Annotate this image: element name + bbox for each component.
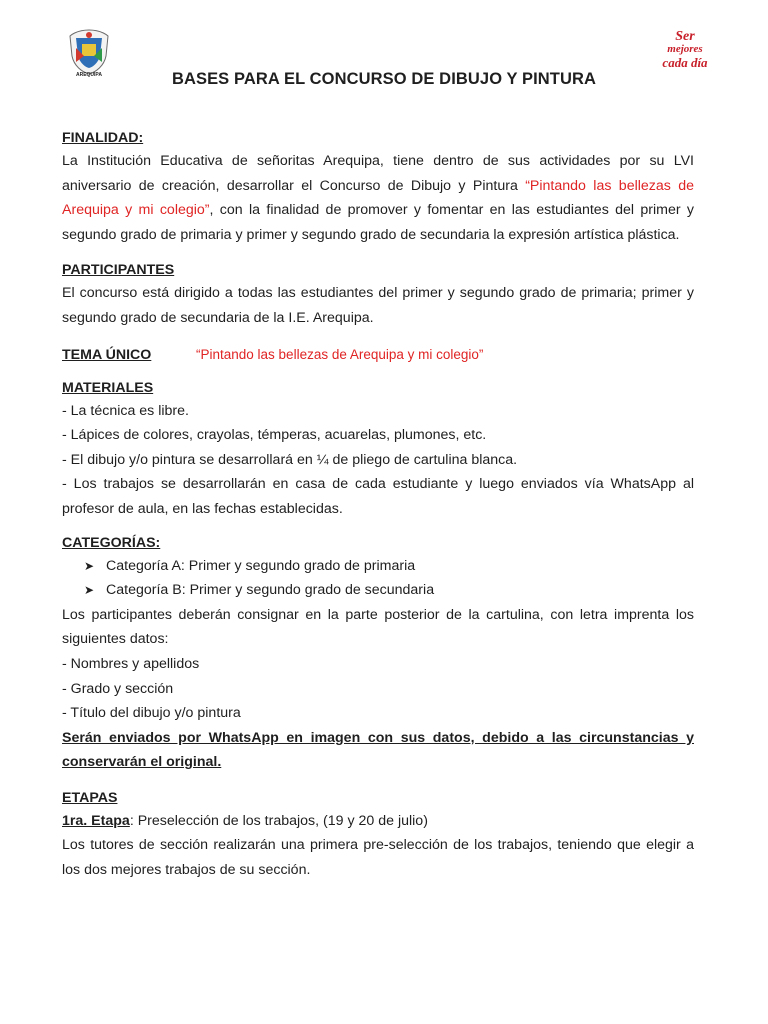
finalidad-text-1: La Institución Educativa de señoritas Arequipa, tiene dentro de sus actividades por su LVI aniversario de creación, desarrollar el Concurso de Dibujo y Pintura — [62, 153, 694, 194]
tema-heading: TEMA ÚNICO — [62, 346, 152, 363]
whatsapp-note: Serán enviados por WhatsApp en imagen con sus datos, debido a las circunstancias y conservarán el original. — [62, 729, 694, 771]
contest-name-highlight: “Pintando las bellezas de Arequipa y mi colegio” — [62, 177, 694, 219]
etapa-1-description: Los tutores de sección realizarán una primera pre-selección de los trabajos, teniendo que elegir a los dos mejores trabajos de su sección. — [62, 837, 694, 879]
categorias-heading: CATEGORÍAS: — [62, 534, 161, 551]
categoria-a: Categoría A: Primer y segundo grado de primaria — [106, 557, 416, 574]
dato-item: - Grado y sección — [62, 680, 174, 697]
etapa-1-text: : Preselección de los trabajos, (19 y 20 de julio) — [129, 812, 428, 829]
finalidad-paragraph — [62, 149, 694, 247]
document-body — [62, 127, 694, 883]
finalidad-heading: FINALIDAD: — [62, 130, 144, 146]
slogan-line-3: cada día — [662, 55, 708, 70]
categoria-b: Categoría B: Primer y segundo grado de secundaria — [106, 582, 435, 599]
slogan-line-2: mejores — [667, 43, 703, 55]
participantes-heading: PARTICIPANTES — [62, 262, 175, 279]
materiales-item: - El dibujo y/o pintura se desarrollará en ¼ de pliego de cartulina blanca. — [62, 451, 518, 468]
slogan-line-1: Ser — [675, 29, 695, 44]
document-title: BASES PARA EL CONCURSO DE DIBUJO Y PINTURA — [171, 70, 597, 88]
etapa-1-label: 1ra. Etapa — [62, 812, 130, 829]
materiales-item: - La técnica es libre. — [62, 402, 189, 419]
materiales-heading: MATERIALES — [62, 379, 154, 396]
etapa-1-line — [62, 809, 694, 834]
list-item — [62, 578, 694, 603]
materiales-item: - Lápices de colores, crayolas, témperas, acuarelas, plumones, etc. — [62, 427, 487, 444]
tema-value: “Pintando las bellezas de Arequipa y mi colegio” — [196, 346, 484, 362]
materiales-item: - Los trabajos se desarrollarán en casa de cada estudiante y luego enviados vía WhatsApp al profesor de aula, en las fechas establecidas. — [62, 476, 694, 517]
list-item — [62, 554, 694, 579]
etapas-heading: ETAPAS — [62, 789, 118, 806]
dato-item: - Nombres y apellidos — [62, 655, 200, 672]
dato-item: - Título del dibujo y/o pintura — [62, 705, 241, 722]
categorias-intro: Los participantes deberán consignar en la parte posterior de la cartulina, con letra imprenta los siguientes datos: — [62, 606, 694, 648]
arrow-bullet-icon: ➤ — [84, 583, 95, 598]
crest-caption: AREQUIPA — [75, 72, 103, 78]
participantes-paragraph: El concurso está dirigido a todas las estudiantes del primer y segundo grado de primaria; primer y segundo grado de secundaria de la I.E. Arequipa. — [62, 285, 694, 326]
slogan-logo — [646, 30, 724, 74]
finalidad-text-2: , con la finalidad de promover y fomentar en las estudiantes del primer y segundo grado de primaria y primer y segundo grado de secundaria la expresión artística plástica. — [62, 202, 694, 243]
arrow-bullet-icon: ➤ — [84, 558, 95, 573]
tema-row — [62, 343, 694, 367]
